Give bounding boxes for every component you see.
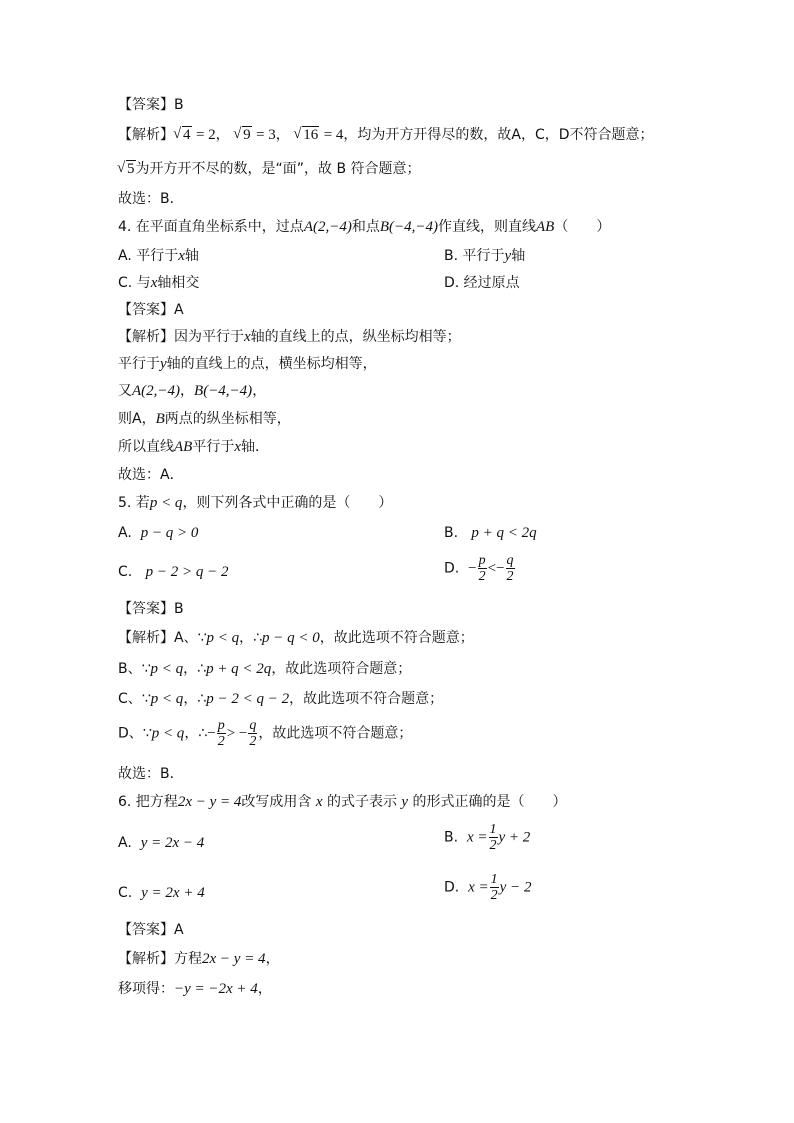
option-b: B. p + q < 2q [444, 525, 537, 541]
analysis-line: 【解析】方程2x − y = 4， [118, 951, 280, 967]
option-a: A. y = 2x − 4 [118, 835, 205, 851]
option-c: C. 与x轴相交 [118, 275, 200, 291]
option-b: B. 平行于y轴 [444, 248, 526, 264]
answer-line: 【答案】A [118, 922, 184, 938]
choice-line: 故选：B． [118, 191, 184, 207]
option-a: A. p − q > 0 [118, 525, 199, 541]
analysis-line: 又A(2,−4)，B(−4,−4)， [118, 383, 267, 399]
sqrt-expression: √ 16 [294, 126, 319, 144]
fraction: $\frac{1}{2}$ [490, 872, 498, 903]
analysis-line: 【解析】A、∵p < q，∴p − q < 0，故此选项不符合题意； [118, 630, 474, 646]
body-text: 为开方开不尽的数，是“面”，故 B 符合题意； [135, 161, 421, 177]
option-d: D. 经过原点 [444, 275, 520, 291]
analysis-line: 所以直线AB平行于x轴． [118, 439, 269, 455]
math-expression: = 4 [323, 127, 344, 143]
option-d: D. − $\frac{p}{2}$ <− $\frac{q}{2}$ [444, 553, 514, 584]
answer-line: 【答案】A [118, 302, 184, 318]
question-stem: 5. 若p < q，则下列各式中正确的是（ ） [118, 495, 393, 511]
analysis-line: 【解析】因为平行于x轴的直线上的点，纵坐标均相等； [118, 329, 461, 345]
analysis-line: C、∵p < q，∴p − 2 < q − 2，故此选项不符合题意； [118, 691, 444, 707]
analysis-line: 移项得：−y = −2x + 4， [118, 981, 272, 997]
analysis-line: D、∵p < q，∴− $\frac{p}{2}$ > − $\frac{q}{2}$ ，故此选项不符合题意； [118, 718, 413, 749]
choice-line: 故选：A． [118, 467, 184, 483]
option-d: D. x = $\frac{1}{2}$ y − 2 [444, 872, 532, 903]
math-expression: = 2 [195, 127, 216, 143]
sqrt-expression: √ 5 [118, 160, 136, 178]
answer-text: 【答案】B [118, 97, 184, 113]
answer-line [118, 96, 184, 114]
analysis-line: 则A，B两点的纵坐标相等， [118, 411, 291, 427]
analysis-line: B、∵p < q，∴p + q < 2q，故此选项符合题意； [118, 661, 412, 677]
option-c: C. p − 2 > q − 2 [118, 564, 229, 580]
sqrt-expression: √ 9 [234, 126, 252, 144]
analysis-line [118, 126, 654, 144]
fraction: $\frac{1}{2}$ [489, 822, 497, 853]
fraction: $\frac{q}{2}$ [249, 718, 257, 749]
fraction: $\frac{q}{2}$ [506, 553, 514, 584]
math-expression: B(−4,−4) [379, 219, 438, 235]
analysis-line [118, 160, 421, 178]
punctuation: ， [215, 127, 230, 143]
answer-line: 【答案】B [118, 601, 184, 617]
analysis-line: 平行于y轴的直线上的点，横坐标均相等， [118, 356, 377, 372]
fraction: $\frac{p}{2}$ [217, 718, 225, 749]
analysis-label: 【解析】 [118, 127, 174, 143]
punctuation: ， [343, 127, 358, 143]
body-text: 均为开方开得尽的数，故A，C，D不符合题意； [357, 127, 654, 143]
math-expression: = 3 [256, 127, 276, 143]
choice-line: 故选：B． [118, 766, 184, 782]
question-stem: 6. 把方程2x − y = 4改写成用含 x 的式子表示 y 的形式正确的是（ ） [118, 794, 567, 810]
option-a: A. 平行于x轴 [118, 248, 199, 264]
option-b: B. x = $\frac{1}{2}$ y + 2 [444, 822, 531, 853]
math-expression: A(2,−4) [303, 219, 352, 235]
option-c: C. y = 2x + 4 [118, 885, 205, 901]
sqrt-expression: √ 4 [174, 126, 192, 144]
punctuation: ， [275, 127, 290, 143]
fraction: $\frac{p}{2}$ [478, 553, 486, 584]
math-expression: AB [536, 219, 555, 235]
question-stem: 4. 在平面直角坐标系中，过点A(2,−4)和点B(−4,−4)作直线，则直线AB（ ） [118, 219, 611, 235]
